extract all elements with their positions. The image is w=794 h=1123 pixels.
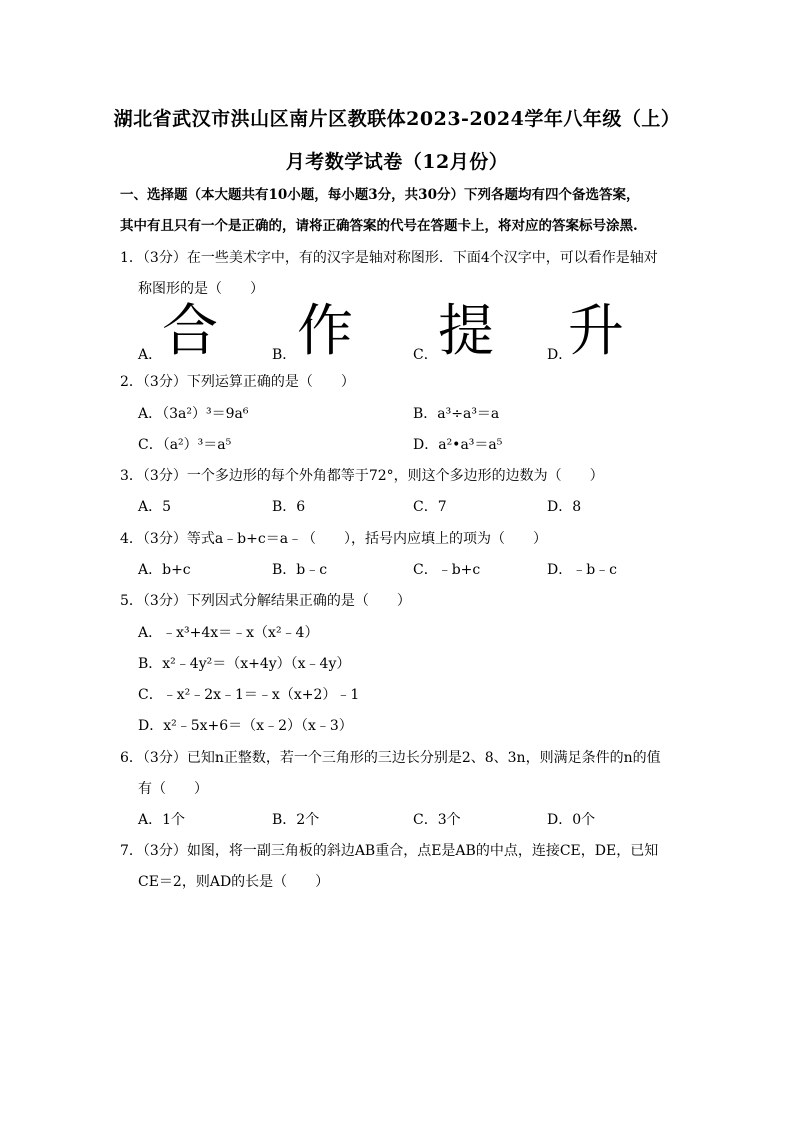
q7-stem-line2: CE＝2，则AD的长是（ ）: [138, 874, 330, 890]
q6-option-b: B．2个: [272, 812, 320, 828]
q2-stem: 2．（3分）下列运算正确的是（ ）: [120, 374, 355, 390]
q6-option-c: C．3个: [413, 812, 461, 828]
q6-stem-line2: 有（ ）: [138, 781, 208, 797]
q2-option-b: B．a³÷a³＝a: [413, 406, 500, 422]
q3-option-c: C．7: [413, 499, 447, 515]
q1-option-b-label: B．: [272, 347, 297, 363]
q1-stem-line2: 称图形的是（ ）: [138, 281, 264, 297]
q1-option-d-character: 升: [568, 299, 624, 364]
q6-option-d: D．0个: [547, 812, 596, 828]
q5-option-b: B．x²﹣4y²＝（x+4y）（x﹣4y）: [138, 656, 351, 672]
q5-stem: 5．（3分）下列因式分解结果正确的是（ ）: [120, 593, 411, 609]
q1-option-b-character: 作: [297, 299, 353, 364]
q3-option-d: D．8: [547, 499, 582, 515]
q3-stem: 3．（3分）一个多边形的每个外角都等于72°，则这个多边形的边数为（ ）: [120, 468, 604, 484]
q5-option-c: C．﹣x²﹣2x﹣1＝﹣x（x+2）﹣1: [138, 687, 360, 703]
q6-stem-line1: 6．（3分）已知n正整数，若一个三角形的三边长分别是2、8、3n，则满足条件的n的值: [120, 750, 661, 766]
q4-option-a: A．b+c: [138, 562, 191, 578]
section1-instructions-line2: 其中有且只有一个是正确的，请将正确答案的代号在答题卡上，将对应的答案标号涂黑.: [120, 218, 638, 234]
q2-option-d: D．a²•a³＝a⁵: [413, 437, 503, 453]
q5-option-a: A．﹣x³+4x＝﹣x（x²﹣4）: [138, 625, 319, 641]
q2-option-c: C．（a²）³＝a⁵: [138, 437, 232, 453]
section1-instructions-line1: 一、选择题（本大题共有10小题，每小题3分，共30分）下列各题均有四个备选答案，: [120, 187, 640, 203]
q1-option-c-character: 提: [438, 299, 494, 364]
q4-option-d: D．﹣b﹣c: [547, 562, 618, 578]
exam-title-line1: 湖北省武汉市洪山区南片区教联体2023-2024学年八年级（上）: [113, 108, 681, 130]
q4-option-b: B．b﹣c: [272, 562, 328, 578]
q5-option-d: D．x²﹣5x+6＝（x﹣2）（x﹣3）: [138, 718, 353, 734]
q1-stem-line1: 1．（3分）在一些美术字中，有的汉字是轴对称图形．下面4个汉字中，可以看作是轴对: [120, 250, 658, 266]
exam-title-line2: 月考数学试卷（12月份）: [285, 151, 509, 173]
q4-option-c: C．﹣b+c: [413, 562, 481, 578]
q1-option-d-label: D．: [547, 347, 573, 363]
q1-option-a-character: 合: [162, 299, 218, 364]
q1-option-a-label: A．: [138, 347, 163, 363]
q6-option-a: A．1个: [138, 812, 186, 828]
q1-option-c-label: C．: [413, 347, 438, 363]
q3-option-a: A．5: [138, 499, 172, 515]
q3-option-b: B．6: [272, 499, 306, 515]
q7-stem-line1: 7．（3分）如图，将一副三角板的斜边AB重合，点E是AB的中点，连接CE，DE，已知: [120, 843, 659, 859]
q4-stem: 4．（3分）等式a﹣b+c＝a﹣（ ），括号内应填上的项为（ ）: [120, 531, 548, 547]
q2-option-a: A．（3a²）³＝9a⁶: [138, 406, 249, 422]
